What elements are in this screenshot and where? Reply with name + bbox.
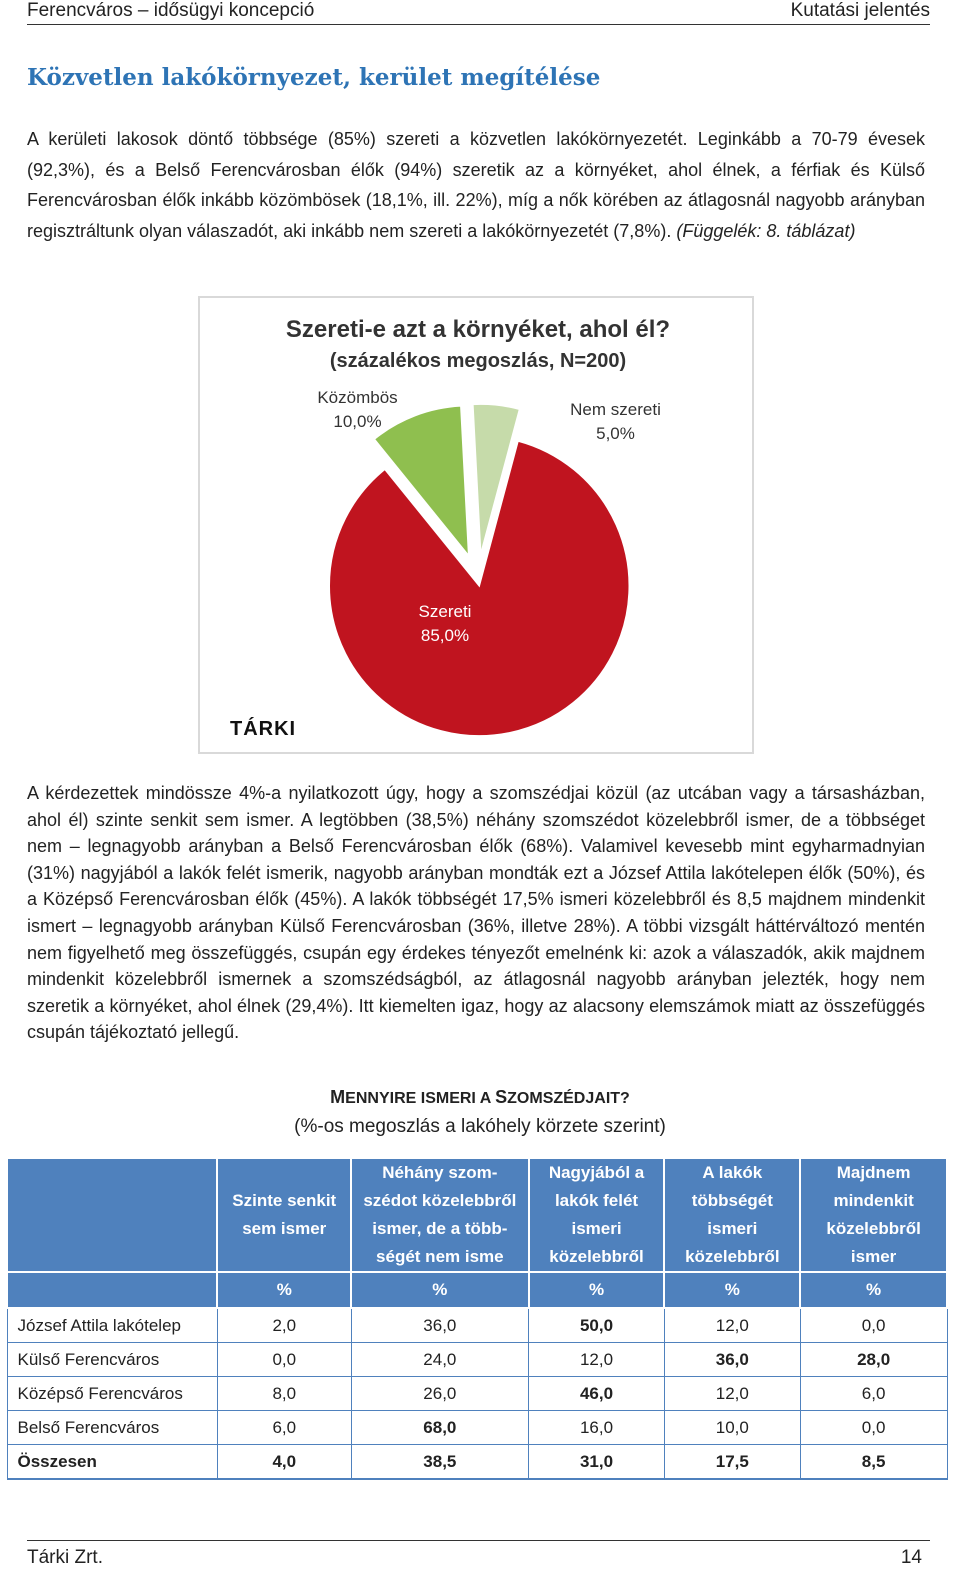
caption-part: ZOMSZÉDJAIT? bbox=[507, 1090, 630, 1107]
table-subcaption: (%-os megoszlás a lakóhely körzete szerint) bbox=[294, 1116, 666, 1137]
table-row bbox=[7, 1445, 947, 1480]
paragraph-1 bbox=[27, 124, 925, 246]
neighbours-table bbox=[6, 1157, 948, 1480]
table-cell: 36,0 bbox=[664, 1343, 800, 1377]
table-cell: 50,0 bbox=[529, 1308, 665, 1343]
label-nem-szereti-value: 5,0% bbox=[596, 424, 635, 443]
column-header-line: ségét nem isme bbox=[376, 1247, 504, 1266]
table-cell: 0,0 bbox=[800, 1411, 947, 1445]
column-header-line: lakók felét bbox=[554, 1191, 639, 1210]
table-row bbox=[7, 1308, 947, 1343]
table-cell: 24,0 bbox=[351, 1343, 529, 1377]
label-kozombos bbox=[305, 386, 410, 434]
pie-svg bbox=[200, 298, 756, 756]
table-cell: 8,0 bbox=[217, 1377, 351, 1411]
table-row bbox=[7, 1411, 947, 1445]
column-header-line: Nagyjából a bbox=[548, 1163, 645, 1182]
table-cell: 0,0 bbox=[800, 1308, 947, 1343]
label-szereti-value: 85,0% bbox=[420, 626, 470, 645]
column-header-line: A lakók bbox=[702, 1163, 763, 1182]
column-header-line: Néhány szom- bbox=[382, 1163, 498, 1182]
column-header bbox=[351, 1158, 529, 1272]
column-header-line: ismeri bbox=[571, 1219, 622, 1238]
label-nem-szereti-name: Nem szereti bbox=[570, 400, 661, 419]
table-cell: 36,0 bbox=[351, 1308, 529, 1343]
table-cell: 26,0 bbox=[351, 1377, 529, 1411]
table-cell: 6,0 bbox=[800, 1377, 947, 1411]
row-label: József Attila lakótelep bbox=[7, 1308, 217, 1343]
header-blank-cell bbox=[7, 1158, 217, 1272]
page-footer bbox=[27, 1540, 930, 1581]
paragraph-1-reference: (Függelék: 8. táblázat) bbox=[676, 220, 856, 241]
column-header-line: közelebbről bbox=[685, 1247, 780, 1266]
column-header bbox=[529, 1158, 665, 1272]
table-cell: 2,0 bbox=[217, 1308, 351, 1343]
column-header-line: ismer bbox=[850, 1247, 897, 1266]
column-header-line: szédot közelebbről bbox=[363, 1191, 517, 1210]
table-cell: 12,0 bbox=[529, 1343, 665, 1377]
column-header-line: sem ismer bbox=[242, 1219, 327, 1238]
paragraph-2: A kérdezettek mindössze 4%-a nyilatkozott úgy, hogy a szomszédjai közül (az utcában vagy a társasházban, ahol él) szinte senkit sem ismer. A legtöbben (38,5%) néhány szomszédot közelebbről ismer, de a többséget nem – legnagyobb arányban a Belső Ferencvárosban élők (68%). Valamivel kevesebb mint egyharmadnyian (31%) nagyjából a lakók felét ismerik, nagyobb arányban mondták ezt a József Attila lakótelepen élők (50%), és a Középső Ferencvárosban élők (45%). A lakók többségét 17,5% ismeri közelebbről és 8,5 majdnem mindenkit ismert – legnagyobb arányban Külső Ferencvárosban (36%, illetve 28%). A többi vizsgált háttérváltozó mentén nem figyelhető meg összefüggés, csupán egy érdekes tényezőt emelnénk ki: azok a válaszadók, akik majdnem mindenkit közelebbről ismernek a szomszédságból, az átlagosnál nagyobb arányban jelezték, hogy nem szeretik a környéket, ahol élnek (29,4%). Itt kiemelten igaz, hogy az alacsony elemszámok miatt az összefüggés csupán tájékoztató jellegű. bbox=[27, 783, 925, 1043]
table-cell: 17,5 bbox=[664, 1445, 800, 1480]
row-label: Összesen bbox=[7, 1445, 217, 1480]
caption-part: ENNYIRE ISMERI A bbox=[345, 1090, 496, 1107]
section-heading: Közvetlen lakókörnyezet, kerület megítélése bbox=[27, 64, 601, 91]
table-cell: 8,5 bbox=[800, 1445, 947, 1480]
row-label: Belső Ferencváros bbox=[7, 1411, 217, 1445]
tarki-logo: TÁRKI bbox=[230, 718, 297, 740]
table-cell: 31,0 bbox=[529, 1445, 665, 1480]
table-cell: 46,0 bbox=[529, 1377, 665, 1411]
unit-cell: % bbox=[529, 1272, 665, 1308]
table-cell: 4,0 bbox=[217, 1445, 351, 1480]
column-header-line: ismer, de a több- bbox=[372, 1219, 508, 1238]
column-header-line: közelebbről bbox=[826, 1219, 921, 1238]
unit-blank-cell bbox=[7, 1272, 217, 1308]
header-left: Ferencváros – idősügyi koncepció bbox=[27, 0, 315, 21]
table-cell: 28,0 bbox=[800, 1343, 947, 1377]
column-header-line: Majdnem bbox=[836, 1163, 911, 1182]
page-number: 14 bbox=[900, 1547, 922, 1568]
unit-cell: % bbox=[800, 1272, 947, 1308]
table-cell: 6,0 bbox=[217, 1411, 351, 1445]
unit-cell: % bbox=[664, 1272, 800, 1308]
table-cell: 0,0 bbox=[217, 1343, 351, 1377]
label-nem-szereti bbox=[558, 398, 673, 446]
row-label: Középső Ferencváros bbox=[7, 1377, 217, 1411]
pie-chart bbox=[198, 296, 754, 754]
footer-left: Tárki Zrt. bbox=[27, 1547, 103, 1568]
label-kozombos-value: 10,0% bbox=[333, 412, 382, 431]
chart-subtitle: (százalékos megoszlás, N=200) bbox=[329, 350, 627, 372]
table-row bbox=[7, 1343, 947, 1377]
unit-cell: % bbox=[217, 1272, 351, 1308]
column-header-line: ismeri bbox=[707, 1219, 758, 1238]
column-header bbox=[664, 1158, 800, 1272]
table-cell: 16,0 bbox=[529, 1411, 665, 1445]
unit-cell: % bbox=[351, 1272, 529, 1308]
table-header-row bbox=[7, 1158, 947, 1272]
column-header-line: mindenkit bbox=[833, 1191, 914, 1210]
page-header bbox=[27, 0, 930, 25]
table-cell: 12,0 bbox=[664, 1308, 800, 1343]
caption-part: S bbox=[495, 1087, 508, 1107]
column-header-line: közelebbről bbox=[549, 1247, 644, 1266]
column-header bbox=[217, 1158, 351, 1272]
label-kozombos-name: Közömbös bbox=[317, 388, 398, 407]
table-row bbox=[7, 1377, 947, 1411]
column-header bbox=[800, 1158, 947, 1272]
header-right: Kutatási jelentés bbox=[790, 0, 930, 21]
label-szereti bbox=[395, 600, 495, 648]
table-cell: 68,0 bbox=[351, 1411, 529, 1445]
chart-title: Szereti-e azt a környéket, ahol él? bbox=[285, 316, 671, 343]
column-header-line: többségét bbox=[691, 1191, 773, 1210]
table-cell: 12,0 bbox=[664, 1377, 800, 1411]
caption-part: M bbox=[330, 1087, 346, 1107]
column-header-line: Szinte senkit bbox=[232, 1191, 337, 1210]
table-unit-row bbox=[7, 1272, 947, 1308]
table-caption bbox=[0, 1087, 960, 1108]
label-szereti-name: Szereti bbox=[418, 602, 472, 621]
row-label: Külső Ferencváros bbox=[7, 1343, 217, 1377]
table-cell: 38,5 bbox=[351, 1445, 529, 1480]
table-cell: 10,0 bbox=[664, 1411, 800, 1445]
paragraph-1-text: A kerületi lakosok döntő többsége (85%) szereti a közvetlen lakókörnyezetét. Leginkább a 70-79 évesek (92,3%), és a Belső Ferencvárosban élők (94%) szeretik az a környéket, ahol élnek, a férfiak és Külső Ferencvárosban élők inkább közömbösek (18,1%, ill. 22%), míg a nők körében az átlagosnál nagyobb arányban regisztráltunk olyan válaszadót, aki inkább nem szereti a lakókörnyezetét (7,8%). bbox=[27, 129, 925, 241]
